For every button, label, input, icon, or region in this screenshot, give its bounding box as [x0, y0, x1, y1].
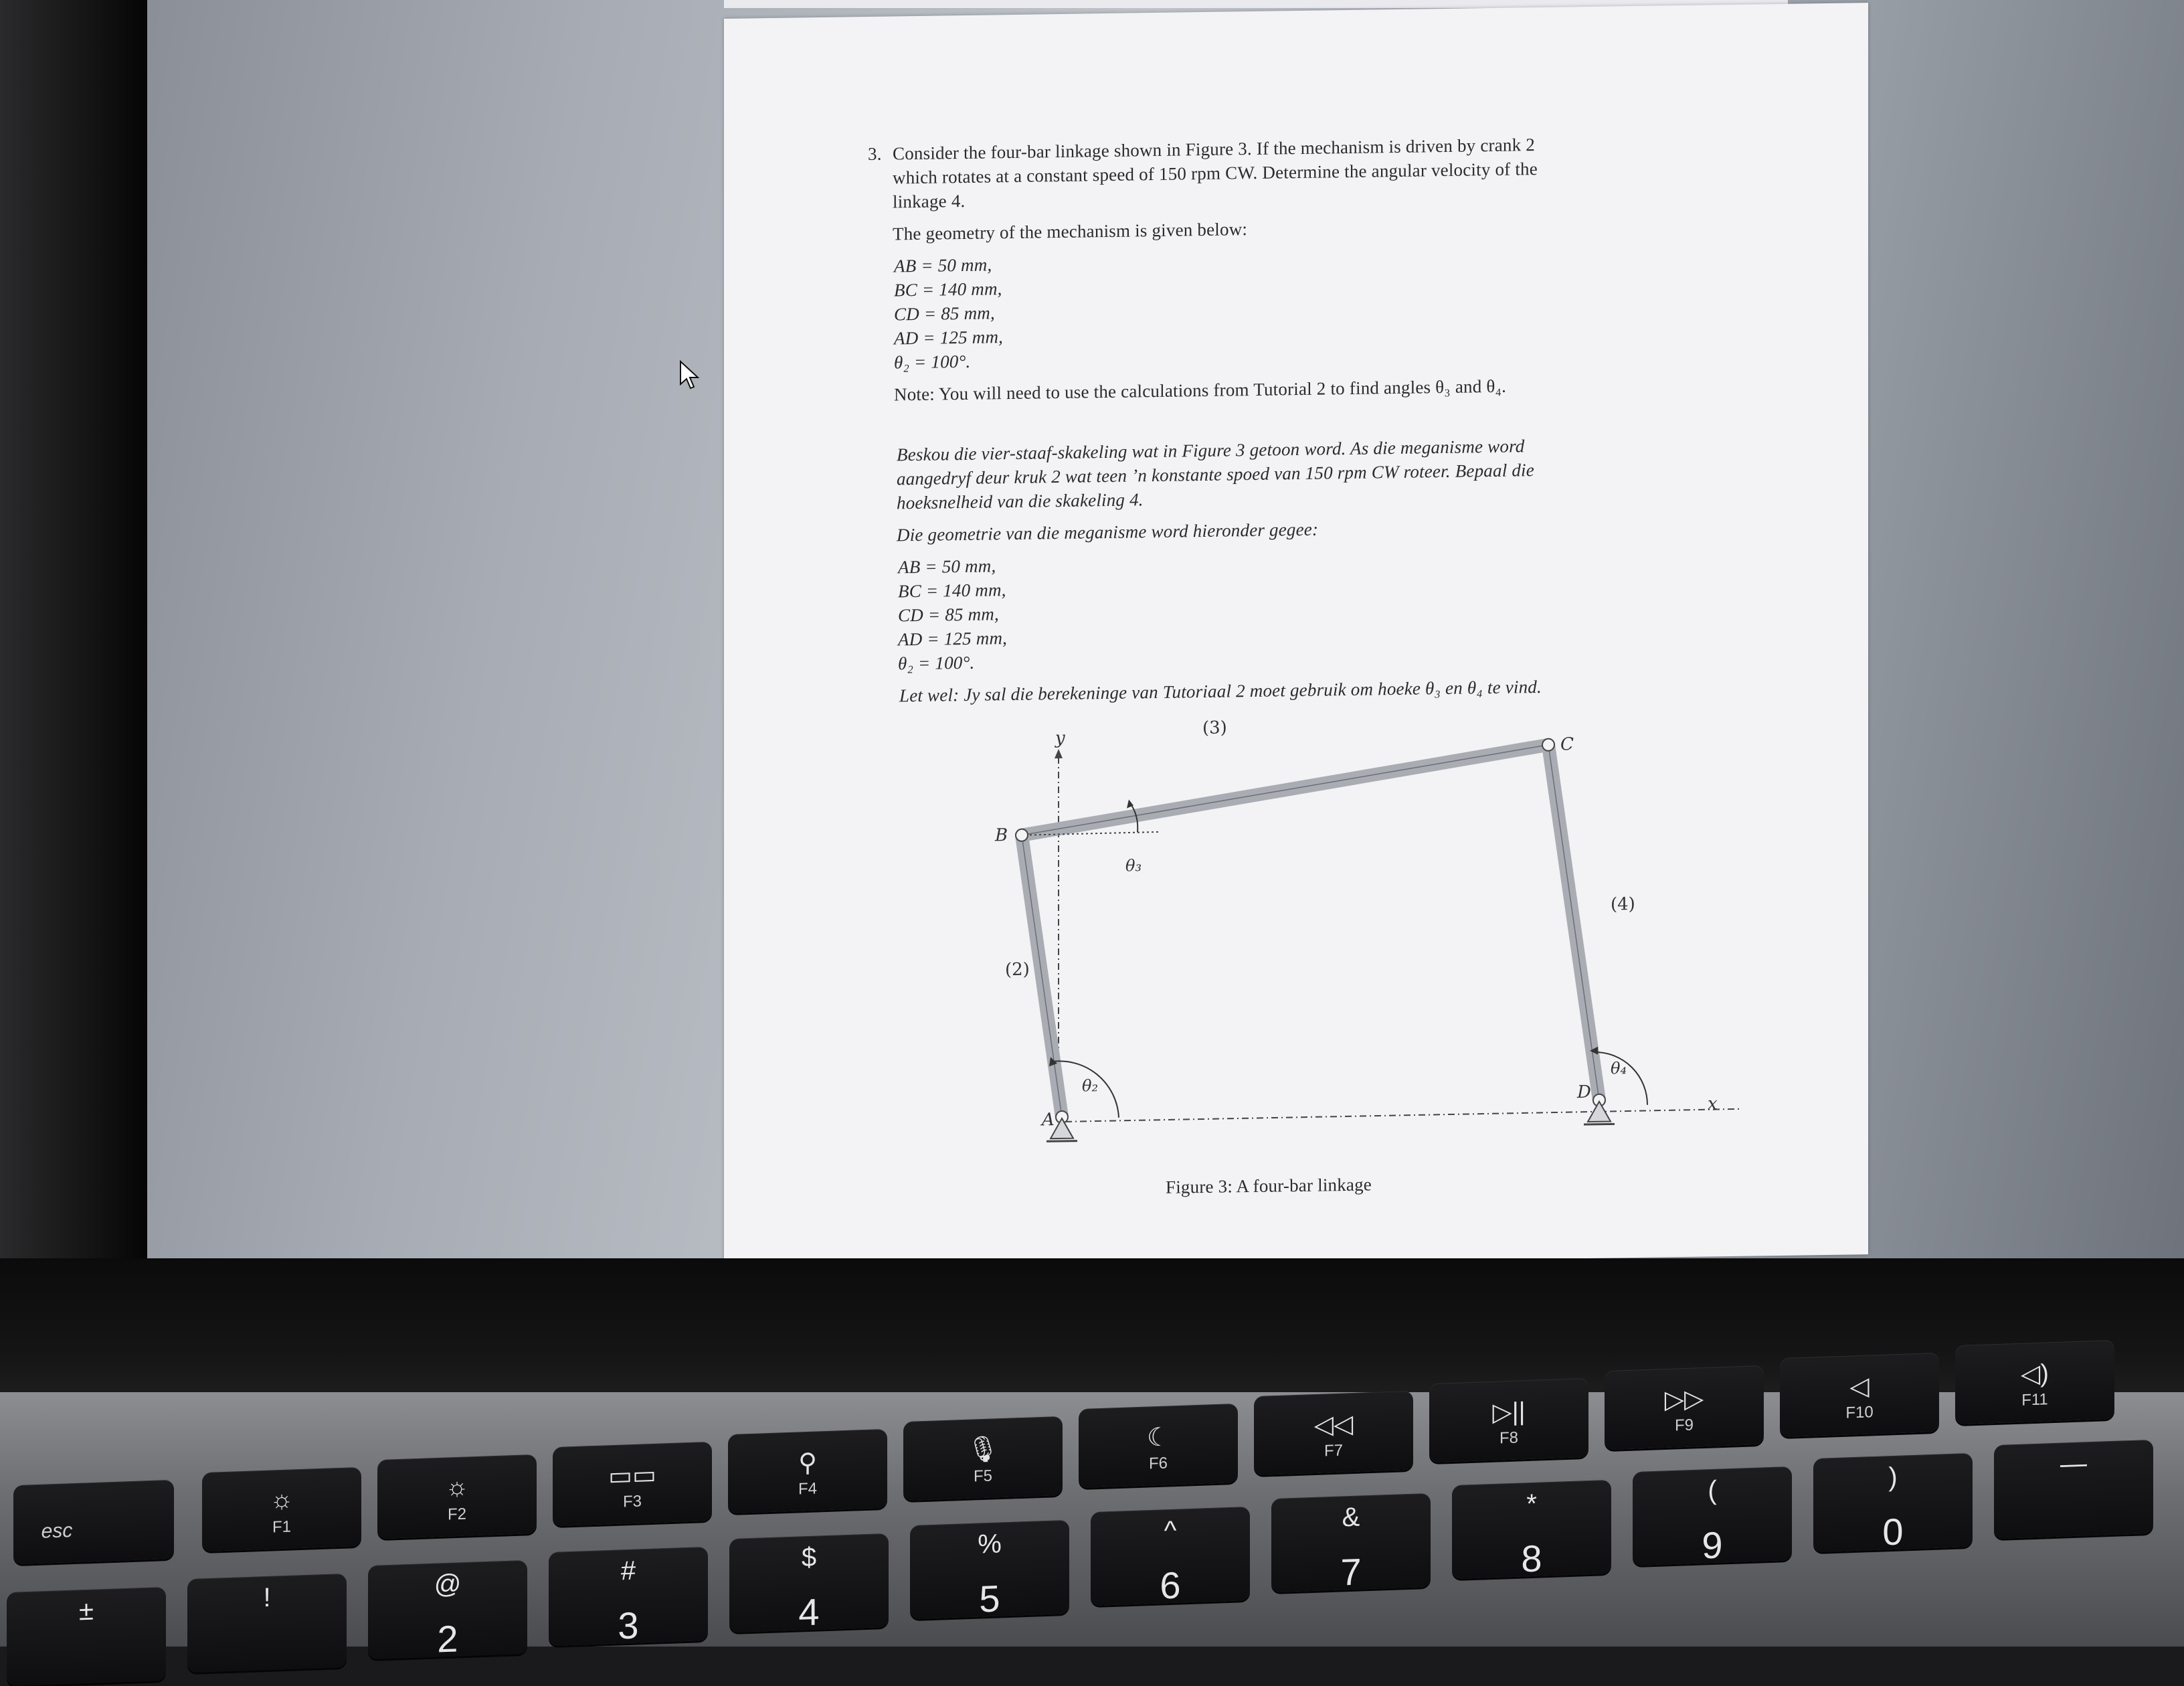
key-shift-symbol: #	[620, 1555, 636, 1586]
f1-brightness-down-key[interactable]	[202, 1467, 361, 1551]
number-key-9[interactable]	[1633, 1466, 1792, 1566]
theta2-label: θ₂	[1082, 1076, 1099, 1096]
key-digit: 4	[798, 1590, 820, 1634]
number-key-10[interactable]	[1813, 1453, 1973, 1552]
f2-brightness-up-key[interactable]	[377, 1454, 537, 1539]
number-key-11[interactable]	[1994, 1440, 2153, 1539]
question-number: 3.	[868, 143, 882, 164]
key-digit: 2	[437, 1617, 458, 1661]
key-shift-symbol: *	[1526, 1489, 1537, 1519]
key-label: F11	[2021, 1390, 2048, 1410]
key-label: F9	[1674, 1416, 1694, 1435]
point-b-label: B	[995, 825, 1008, 846]
f7-rewind-icon: ◁◁	[1313, 1410, 1354, 1440]
f6-do-not-disturb-key[interactable]	[1079, 1404, 1238, 1488]
number-key-5[interactable]	[910, 1520, 1069, 1619]
param-ab: AB = 50 mm,	[894, 254, 992, 276]
key-shift-symbol: &	[1342, 1502, 1360, 1533]
key-label: F2	[447, 1505, 466, 1524]
y-axis-arrow	[1055, 749, 1063, 758]
x-axis	[1065, 1109, 1741, 1122]
f1-brightness-down-icon: ☼	[270, 1485, 294, 1515]
question-text-line-1: Consider the four-bar linkage shown in Figure 3. If the mechanism is driven by crank 2	[893, 135, 1535, 164]
link-3-edge	[1022, 745, 1548, 835]
f7-rewind-key[interactable]	[1254, 1391, 1413, 1475]
number-key-7[interactable]	[1271, 1493, 1431, 1592]
af-param-cd: CD = 85 mm,	[898, 604, 999, 626]
f5-dictation-icon: 🎙	[966, 1435, 1000, 1464]
question-text-line-2: which rotates at a constant speed of 150 rpm CW. Determine the angular velocity of the	[893, 159, 1538, 188]
param-ad: AD = 125 mm,	[894, 327, 1004, 349]
key-digit: 7	[1340, 1550, 1362, 1594]
key-shift-symbol: —	[2060, 1448, 2087, 1479]
f3-mission-control-key[interactable]	[553, 1442, 712, 1526]
note-text: Note: You will need to use the calculations from Tutorial 2 to find angles θ₃ and θ₄.	[894, 375, 1507, 405]
f9-fast-forward-icon: ▷▷	[1664, 1384, 1704, 1415]
key-digit: 6	[1160, 1564, 1181, 1607]
f8-play-pause-key[interactable]	[1429, 1378, 1588, 1462]
param-theta2: θ₂ = 100°.	[894, 351, 971, 373]
joint-c	[1542, 739, 1554, 751]
key-digit: 3	[618, 1604, 639, 1647]
number-key-3[interactable]	[549, 1547, 708, 1646]
f4-search-key[interactable]	[728, 1429, 887, 1513]
key-shift-symbol: $	[801, 1542, 817, 1573]
af-param-ab: AB = 50 mm,	[898, 556, 996, 578]
key-shift-symbol: (	[1708, 1475, 1717, 1506]
key-label: F4	[798, 1479, 817, 1499]
key-label: F5	[973, 1466, 992, 1486]
four-bar-linkage-figure	[858, 707, 1728, 1188]
key-shift-symbol: %	[978, 1529, 1002, 1559]
question-text-line-3: linkage 4.	[893, 190, 966, 212]
number-key-1[interactable]	[187, 1574, 347, 1673]
f11-volume-down-icon: ◁)	[2021, 1359, 2049, 1389]
key-label: F10	[1845, 1403, 1874, 1422]
number-key-8[interactable]	[1452, 1480, 1611, 1579]
key-shift-symbol: ^	[1164, 1515, 1177, 1546]
figure-caption: Figure 3: A four-bar linkage	[1166, 1174, 1372, 1197]
f8-play-pause-icon: ▷||	[1492, 1398, 1526, 1427]
key-label: F6	[1148, 1454, 1168, 1473]
af-text-line-2: aangedryf deur kruk 2 wat teen ’n konstante spoed van 150 rpm CW roteer. Bepaal die	[897, 460, 1534, 489]
key-shift-symbol: !	[263, 1582, 271, 1613]
f10-mute-key[interactable]	[1780, 1353, 1939, 1437]
key-digit: 8	[1521, 1537, 1542, 1580]
f4-search-icon: ⚲	[798, 1448, 817, 1478]
y-axis-label: y	[1055, 728, 1065, 749]
laptop-bezel-left	[0, 0, 147, 1406]
link-3-label: (3)	[1202, 718, 1227, 739]
f6-do-not-disturb-icon: ☾	[1146, 1423, 1170, 1452]
mouse-cursor-icon	[679, 360, 699, 390]
number-key-6[interactable]	[1091, 1507, 1250, 1606]
f3-mission-control-icon: ▭▭	[608, 1460, 656, 1491]
theta3-label: θ₃	[1125, 856, 1142, 875]
param-cd: CD = 85 mm,	[894, 303, 995, 325]
link-2-label: (2)	[1005, 959, 1030, 981]
ground-hatch-a	[1046, 1141, 1077, 1142]
f5-dictation-key[interactable]	[903, 1416, 1063, 1501]
key-digit: 5	[979, 1577, 1000, 1620]
af-param-bc: BC = 140 mm,	[898, 580, 1006, 602]
f10-mute-icon: ◁	[1849, 1372, 1870, 1402]
x-axis-label: x	[1708, 1094, 1718, 1114]
key-shift-symbol: )	[1888, 1462, 1898, 1493]
link-4-edge	[1548, 744, 1599, 1101]
point-a-label: A	[1042, 1110, 1055, 1130]
af-param-theta2: θ₂ = 100°.	[898, 652, 975, 674]
af-geometry-intro: Die geometrie van die meganisme word hieronder gegee:	[897, 519, 1319, 545]
af-text-line-1: Beskou die vier-staaf-skakeling wat in Figure 3 getoon word. As die meganisme word	[897, 436, 1525, 465]
link-4-label: (4)	[1611, 894, 1635, 915]
number-key-2[interactable]	[368, 1560, 527, 1659]
key-label: F1	[272, 1517, 291, 1537]
key-label: F7	[1324, 1441, 1343, 1460]
point-c-label: C	[1560, 734, 1574, 755]
point-d-label: D	[1577, 1082, 1591, 1103]
key-label: F8	[1499, 1428, 1518, 1448]
af-text-line-3: hoeksnelheid van die skakeling 4.	[897, 489, 1144, 513]
esc-key[interactable]	[13, 1480, 174, 1564]
f11-volume-down-key[interactable]	[1955, 1340, 2114, 1424]
key-label: esc	[41, 1519, 73, 1543]
key-digit: 9	[1702, 1523, 1723, 1567]
key-shift-symbol: ±	[79, 1596, 94, 1626]
number-key-4[interactable]	[729, 1533, 889, 1632]
geometry-intro: The geometry of the mechanism is given below:	[893, 219, 1248, 244]
f2-brightness-up-icon: ☼	[445, 1472, 469, 1502]
joint-b	[1016, 829, 1028, 841]
af-note-text: Let wel: Jy sal die berekeninge van Tutoriaal 2 moet gebruik om hoeke θ₃ en θ₄ te vind.	[899, 676, 1542, 706]
key-digit: 0	[1882, 1510, 1904, 1553]
param-bc: BC = 140 mm,	[894, 278, 1002, 301]
af-param-ad: AD = 125 mm,	[898, 628, 1008, 650]
key-shift-symbol: @	[434, 1569, 462, 1600]
key-label: F3	[622, 1492, 642, 1511]
number-key-0[interactable]	[7, 1587, 166, 1686]
theta4-label: θ₄	[1611, 1059, 1627, 1078]
f9-fast-forward-key[interactable]	[1605, 1365, 1764, 1450]
pdf-page	[724, 3, 1868, 1270]
